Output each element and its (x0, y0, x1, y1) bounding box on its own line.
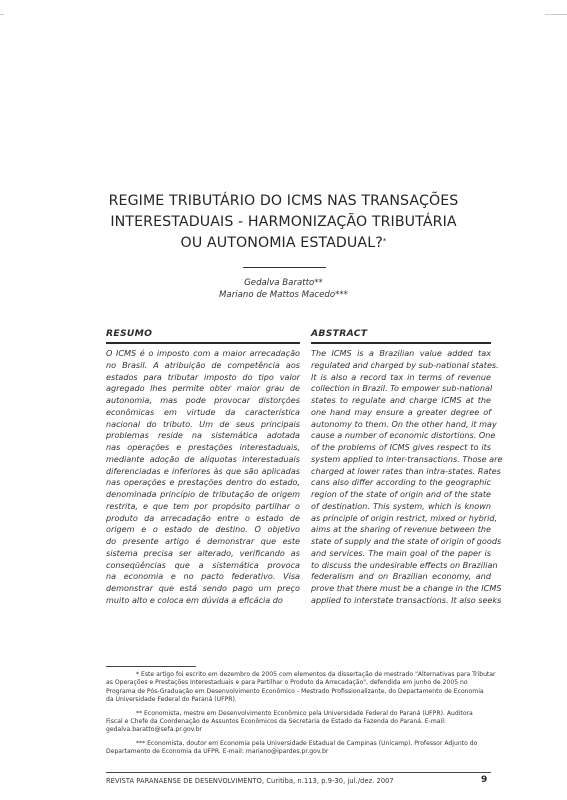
footnote-line: ** Economista, mestre em Desenvolvimento Econômico pela Universidade Federal do Paraná (UFPR). Auditora (136, 709, 473, 717)
resumo-line: nas operações e prestações interestaduais, (106, 442, 300, 452)
footnote-line: Departamento de Economia da UFPR. E-mail: mariano@ipardes.pr.gov.br (106, 748, 329, 756)
article-title (40, 191, 527, 254)
resumo-line: nas operações e prestações dentro do estado, (106, 477, 300, 488)
abstract-line: collection in Brazil. To empower sub-national (311, 383, 493, 394)
abstract-line: autonomy to them. On the other hand, it may (311, 418, 497, 429)
resumo-line: no Brasil. A atribuição de competência aos (106, 359, 300, 370)
journal-citation: REVISTA PARANAENSE DE DESENVOLVIMENTO, Curitiba, n.113, p.9-30, jul./dez. 2007 (106, 777, 394, 785)
title-line-3-text: OU AUTONOMIA ESTADUAL? (180, 235, 383, 251)
resumo-line: do presente artigo é demonstrar que este (106, 536, 300, 546)
abstract-line: state of supply and the state of origin of goods (311, 536, 502, 546)
footnote-line: Fiscal e Chefe da Coordenação de Assuntos Econômicos da Secretaria de Estado da Fazenda do Paraná. E-mail: (106, 718, 446, 726)
footnote-1 (106, 671, 496, 705)
abstract-line: system applied to inter-transactions. Those are (311, 453, 503, 464)
abstract-line: and services. The main goal of the paper is (311, 547, 491, 558)
resumo-line: origem e o estado de destino. O objetivo (106, 524, 300, 535)
abstract-heading: ABSTRACT (311, 328, 368, 339)
resumo-line: nacional do tributo. Um de seus principais (106, 418, 300, 429)
title-line-2: INTERESTADUAIS - HARMONIZAÇÃO TRIBUTÁRIA (110, 214, 457, 230)
resumo-line: mediante adoção de alíquotas interestaduais (106, 453, 300, 464)
author-2: Mariano de Mattos Macedo*** (219, 290, 348, 300)
resumo-line: restrita, e que tem por propósito partilhar o (106, 500, 300, 511)
footnote-line: Programa de Pós-Graduação em Desenvolvimento Econômico - Mestrado Profissionalizante, do Departamento de Economia (106, 687, 484, 695)
resumo-line: demonstrar que está sendo pago um preço (106, 583, 300, 593)
abstract-line: of the problems of ICMS gives respect to its (311, 442, 491, 452)
title-footnote-marker: * (382, 237, 387, 245)
authors-block (150, 277, 417, 301)
abstract-line: of destination. This system, which is known (311, 500, 491, 511)
abstract-line: states to regulate and charge ICMS at the (311, 395, 491, 405)
top-crop-mark-right (545, 14, 567, 15)
abstract-heading-rule (311, 342, 491, 344)
footnote-line: as Operações e Prestações Interestaduais e para Partilhar o Produto da Arrecadação", defendida em junho de 2005 no (106, 679, 468, 687)
footnote-line: gedalva.baratto@sefa.pr.gov.br (106, 726, 203, 734)
author-divider (243, 267, 326, 268)
abstract-line: aims at the sharing of revenue between the (311, 524, 491, 535)
footnote-line: * Este artigo foi escrito em dezembro de 2005 com elementos da dissertação de mestrado "Alternativas para Tributar (136, 671, 496, 678)
author-1: Gedalva Baratto** (244, 278, 323, 288)
abstract-line: The ICMS is a Brazilian value added tax (311, 348, 491, 358)
abstract-line: charged at lower rates than intra-states. Rates (311, 465, 501, 476)
resumo-heading: RESUMO (106, 328, 153, 339)
abstract-line: region of the state of origin and of the state (311, 489, 491, 499)
resumo-line: denominada princípio de tributação de origem (106, 489, 300, 499)
resumo-line: produto da arrecadação entre o estado de (106, 512, 300, 523)
abstract-line: It is also a record tax in terms of revenue (311, 371, 491, 382)
abstract-line: regulated and charged by sub-national states. (311, 359, 499, 370)
resumo-line: muito alto e coloca em dúvida a eficácia do (106, 594, 283, 605)
abstract-line: federalism and on Brazilian economy, and (311, 571, 491, 582)
resumo-line: estados para tributar imposto do tipo valor (106, 371, 300, 382)
footnotes-block (106, 671, 496, 762)
abstract-line: prove that there must be a change in the ICMS (311, 583, 502, 593)
resumo-line: agregado lhes permite obter maior grau de (106, 383, 300, 394)
footnote-line: da Universidade Federal do Paraná (UFPR). (106, 696, 237, 704)
resumo-line: autonomia, mas pode provocar distorções (106, 395, 300, 405)
abstract-line: to discuss the undesirable effects on Brazilian (311, 559, 498, 570)
footer-divider (106, 772, 491, 773)
resumo-body (106, 348, 300, 607)
page-number: 9 (481, 775, 488, 785)
resumo-line: econômicas em virtude da característica (106, 406, 300, 417)
abstract-line: cans also differ according to the geographic (311, 477, 491, 488)
resumo-line: O ICMS é o imposto com a maior arrecadação (106, 348, 300, 358)
resumo-line: sistema precisa ser alterado, verificando as (106, 547, 300, 558)
resumo-line: na economia e no pacto federativo. Visa (106, 571, 300, 582)
resumo-line: problemas reside na sistemática adotada (106, 430, 300, 441)
resumo-heading-rule (106, 342, 300, 344)
title-line-1: REGIME TRIBUTÁRIO DO ICMS NAS TRANSAÇÕES (108, 193, 459, 209)
abstract-body (311, 348, 503, 607)
resumo-line: diferenciadas e inferiores às que são aplicadas (106, 465, 300, 476)
footnote-3 (106, 740, 490, 757)
footnote-2 (106, 710, 490, 735)
footnote-line: *** Economista, doutor em Economia pela Universidade Estadual de Campinas (Unicamp). Professor Adjunto do (136, 739, 478, 747)
abstract-line: cause a number of economic distortions. One (311, 430, 496, 441)
abstract-line: as principle of origin restrict, mixed or hybrid, (311, 512, 498, 523)
abstract-line: applied to interstate transactions. It also seeks (311, 594, 502, 605)
footnote-divider (106, 666, 196, 667)
abstract-line: one hand may ensure a greater degree of (311, 406, 491, 417)
resumo-line: conseqüências que a sistemática provoca (106, 559, 300, 570)
top-crop-mark-left (0, 14, 4, 15)
title-line-3 (40, 233, 527, 254)
